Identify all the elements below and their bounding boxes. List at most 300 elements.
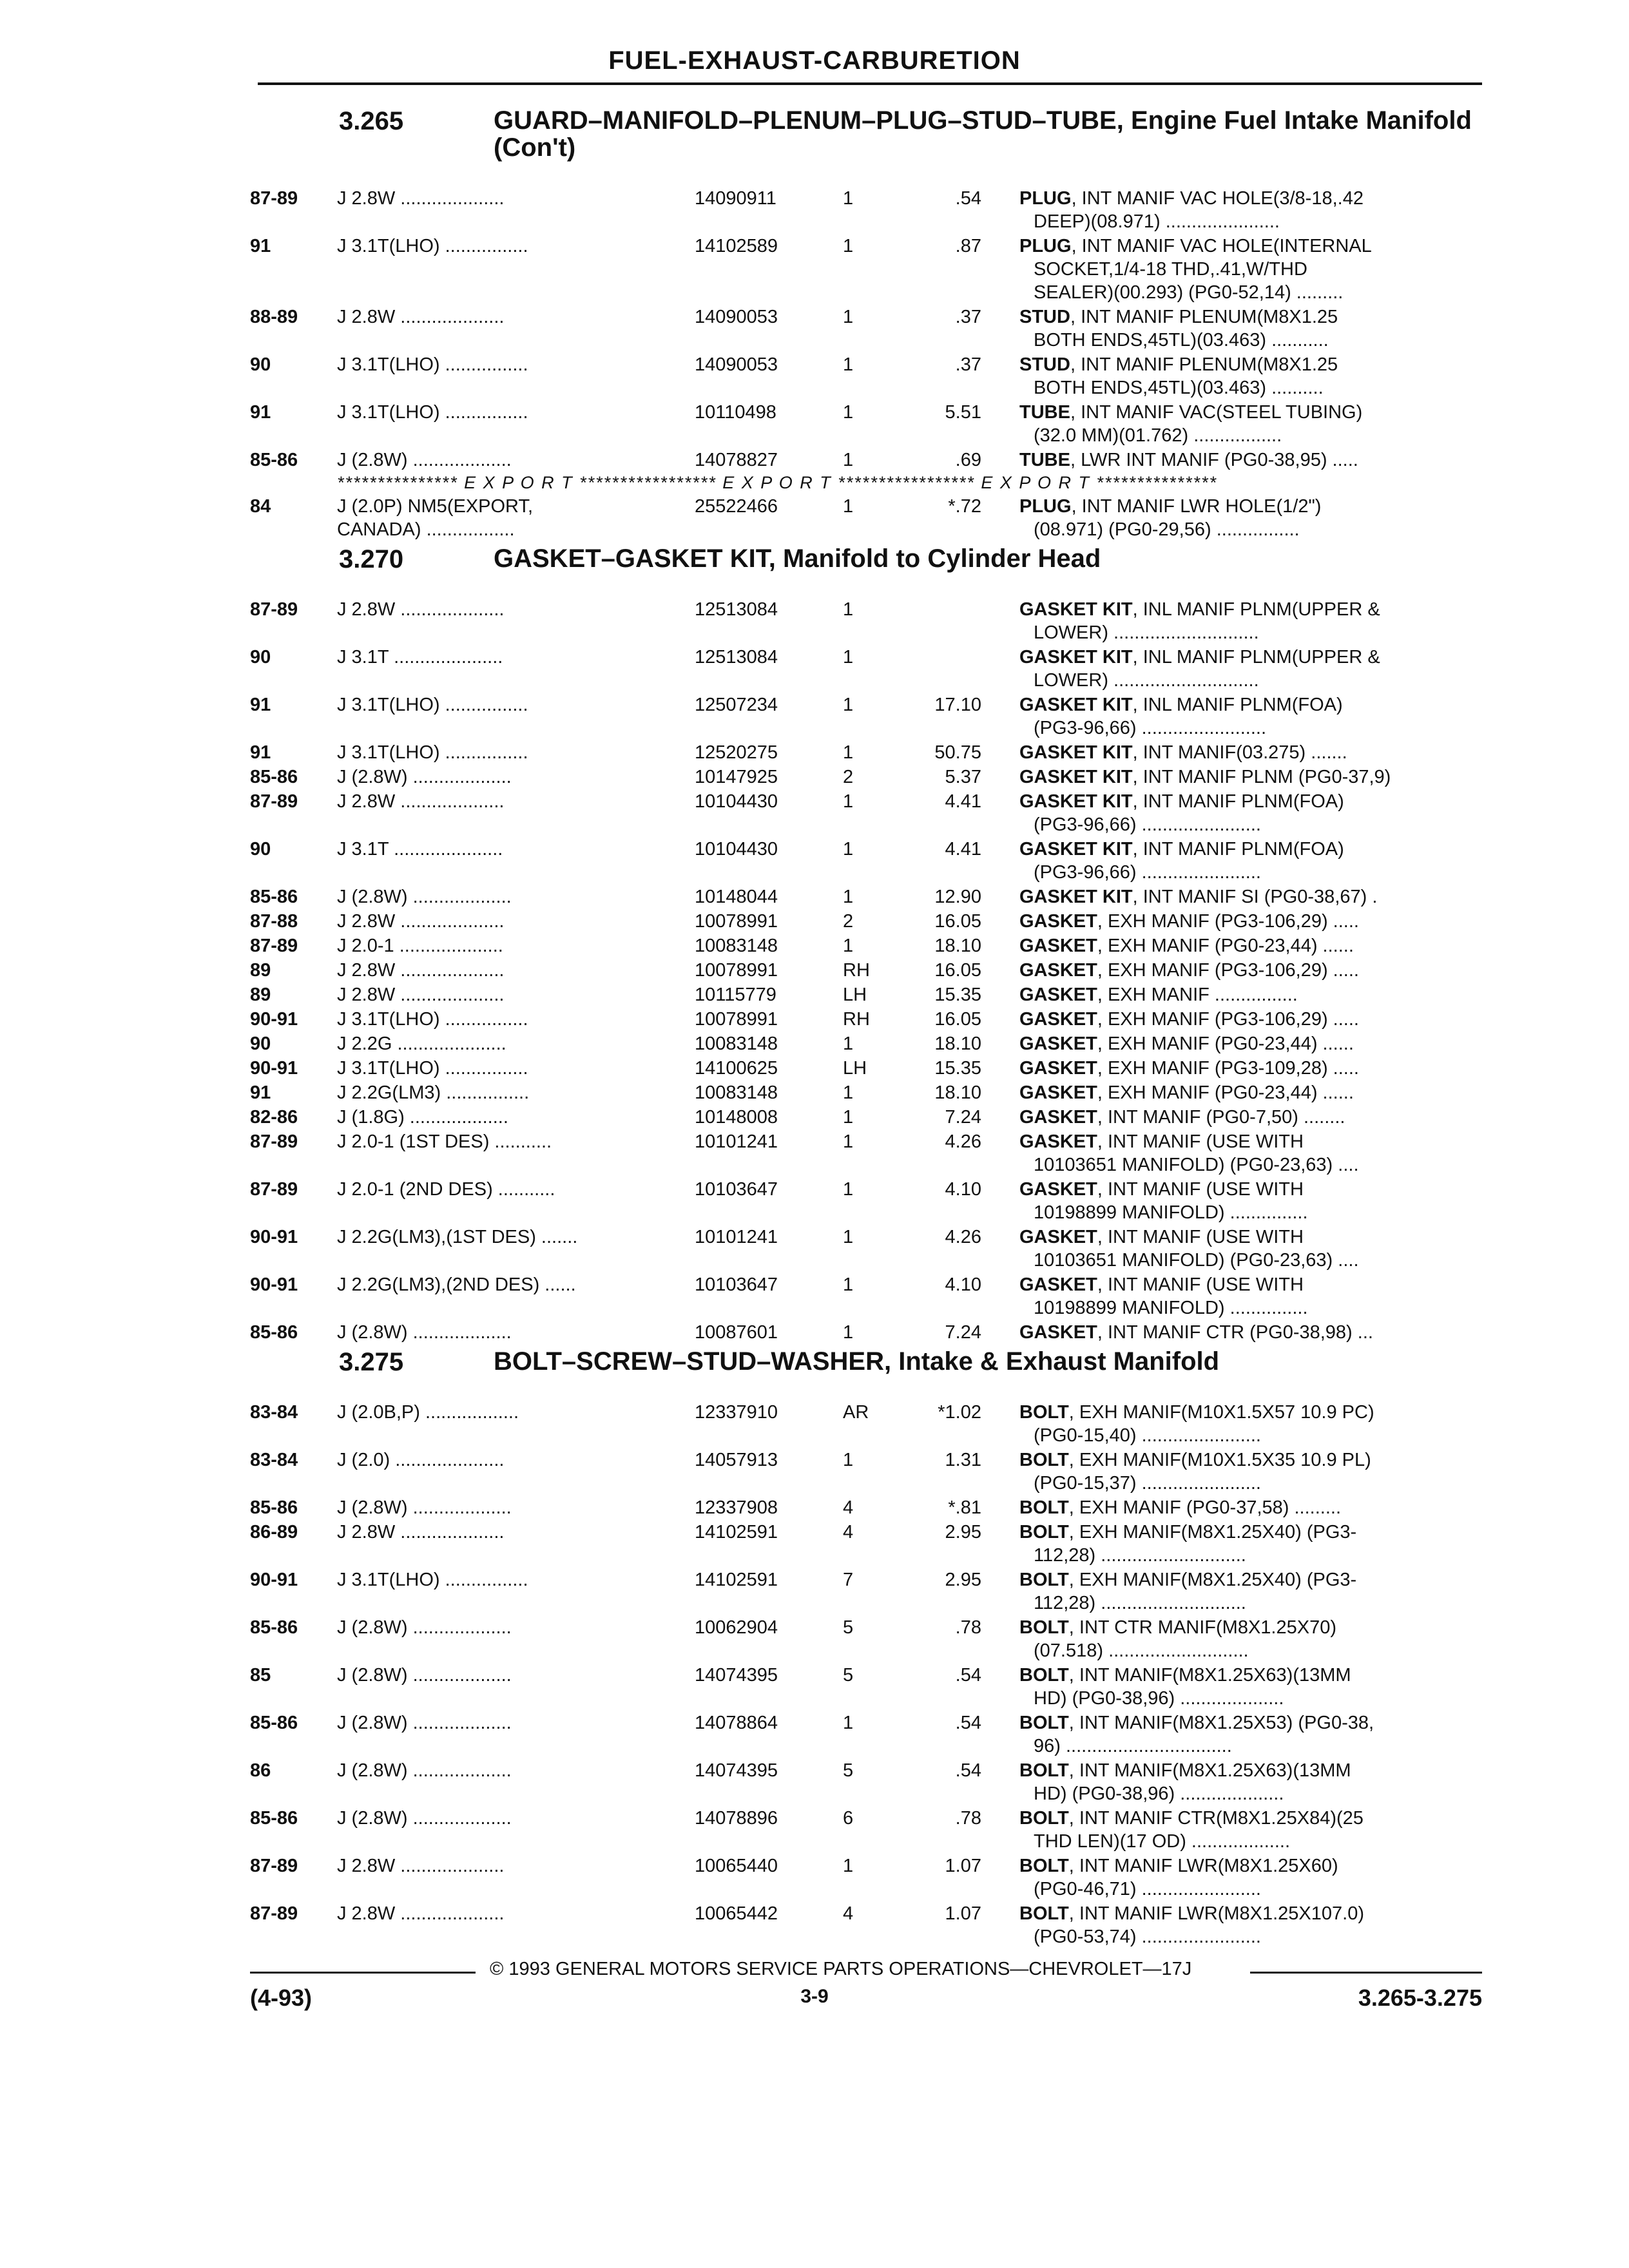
quantity: 1 <box>843 496 854 517</box>
model-years: 91 <box>250 1082 271 1103</box>
table-row <box>250 693 1490 740</box>
description-line: STUD, INT MANIF PLENUM(M8X1.25 <box>1019 354 1338 375</box>
quantity: 1 <box>843 599 854 620</box>
model-engine: J 3.1T ..................... <box>337 647 503 668</box>
description-continuation: LOWER) ............................ <box>1034 622 1259 643</box>
part-description <box>1019 1225 1490 1272</box>
footer-rule-right <box>1250 1972 1482 1974</box>
quantity: RH <box>843 960 870 981</box>
table-row <box>250 646 1490 692</box>
part-number: 10078991 <box>695 1009 778 1030</box>
part-number: 14102589 <box>695 236 778 256</box>
part-number: 12513084 <box>695 647 778 668</box>
description-line: BOLT, INT MANIF(M8X1.25X53) (PG0-38, <box>1019 1713 1374 1733</box>
part-number: 25522466 <box>695 496 778 517</box>
quantity: 4 <box>843 1522 854 1542</box>
footer-section-range: 3.265-3.275 <box>1358 1984 1482 2011</box>
description-line: BOLT, INT MANIF LWR(M8X1.25X60) <box>1019 1856 1338 1876</box>
model-engine: J 2.8W .................... <box>337 960 505 981</box>
section-number: 3.275 <box>339 1348 404 1376</box>
quantity: 1 <box>843 1450 854 1470</box>
quantity: 1 <box>843 1179 854 1200</box>
section-title: BOLT–SCREW–STUD–WASHER, Intake & Exhaust Manifold <box>494 1347 1220 1376</box>
model-years: 90-91 <box>250 1058 298 1079</box>
footer-rule-left <box>250 1972 476 1974</box>
table-row <box>250 1807 1490 1853</box>
model-years: 83-84 <box>250 1402 298 1423</box>
price: 7.24 <box>945 1322 981 1343</box>
part-number: 10103647 <box>695 1274 778 1295</box>
description-line: TUBE, INT MANIF VAC(STEEL TUBING) <box>1019 402 1363 423</box>
model-engine: J 3.1T(LHO) ................ <box>337 695 528 715</box>
description-continuation: 10198899 MANIFOLD) ............... <box>1034 1298 1308 1318</box>
table-row <box>250 885 1490 908</box>
price: 7.24 <box>945 1107 981 1128</box>
description-line: GASKET KIT, INL MANIF PLNM(UPPER & <box>1019 599 1380 620</box>
model-years: 86 <box>250 1760 271 1781</box>
model-years: 85-86 <box>250 1617 298 1638</box>
description-line: GASKET, EXH MANIF ................ <box>1019 985 1298 1005</box>
section-number: 3.270 <box>339 545 404 573</box>
table-row <box>250 353 1490 399</box>
part-description <box>1019 1448 1490 1495</box>
table-row <box>250 1521 1490 1567</box>
part-description <box>1019 1496 1490 1519</box>
price: 5.37 <box>945 767 981 787</box>
part-description <box>1019 1711 1490 1758</box>
quantity: 1 <box>843 695 854 715</box>
description-line: GASKET, EXH MANIF (PG3-106,29) ..... <box>1019 960 1359 981</box>
part-number: 12337908 <box>695 1497 778 1518</box>
description-line: PLUG, INT MANIF LWR HOLE(1/2") <box>1019 496 1322 517</box>
description-continuation: (PG3-96,66) ........................ <box>1034 718 1266 738</box>
price: 2.95 <box>945 1570 981 1590</box>
part-description <box>1019 934 1490 957</box>
part-number: 10087601 <box>695 1322 778 1343</box>
price: 4.26 <box>945 1227 981 1247</box>
description-line: BOLT, INT CTR MANIF(M8X1.25X70) <box>1019 1617 1336 1638</box>
description-line: GASKET, EXH MANIF (PG0-23,44) ...... <box>1019 936 1354 956</box>
part-description <box>1019 1130 1490 1177</box>
part-number: 14078864 <box>695 1713 778 1733</box>
model-engine: J 2.0-1 .................... <box>337 936 503 956</box>
description-line: GASKET, EXH MANIF (PG3-106,29) ..... <box>1019 1009 1359 1030</box>
model-engine: J 2.8W .................... <box>337 307 505 327</box>
top-rule <box>258 82 1482 85</box>
price: 4.41 <box>945 839 981 860</box>
part-description <box>1019 305 1490 352</box>
table-row <box>250 1081 1490 1104</box>
model-years: 87-89 <box>250 1903 298 1924</box>
part-description <box>1019 1106 1490 1129</box>
model-engine: J 2.8W .................... <box>337 791 505 812</box>
quantity: AR <box>843 1402 869 1423</box>
part-number: 12507234 <box>695 695 778 715</box>
price: 4.41 <box>945 791 981 812</box>
part-number: 10065442 <box>695 1903 778 1924</box>
model-years: 85-86 <box>250 1713 298 1733</box>
price: .78 <box>955 1808 981 1829</box>
description-line: GASKET KIT, INT MANIF(03.275) ....... <box>1019 742 1347 763</box>
model-years: 90-91 <box>250 1274 298 1295</box>
part-number: 10062904 <box>695 1617 778 1638</box>
model-years: 83-84 <box>250 1450 298 1470</box>
table-row <box>250 838 1490 884</box>
description-line: GASKET, EXH MANIF (PG0-23,44) ...... <box>1019 1082 1354 1103</box>
description-continuation: DEEP)(08.971) ...................... <box>1034 211 1280 232</box>
price: 12.90 <box>934 887 981 907</box>
quantity: 1 <box>843 1082 854 1103</box>
model-engine: J 3.1T(LHO) ................ <box>337 1570 528 1590</box>
model-years: 87-89 <box>250 1179 298 1200</box>
model-engine: J 2.8W .................... <box>337 599 505 620</box>
table-row <box>250 1759 1490 1805</box>
description-line: GASKET, INT MANIF (USE WITH <box>1019 1227 1304 1247</box>
part-number: 10147925 <box>695 767 778 787</box>
price: .54 <box>955 1713 981 1733</box>
price: 18.10 <box>934 1033 981 1054</box>
part-number: 10103647 <box>695 1179 778 1200</box>
part-description <box>1019 1568 1490 1615</box>
table-row <box>250 1008 1490 1031</box>
table-row <box>250 1225 1490 1272</box>
description-continuation: 10198899 MANIFOLD) ............... <box>1034 1202 1308 1223</box>
model-engine: J 3.1T(LHO) ................ <box>337 354 528 375</box>
part-number: 10078991 <box>695 960 778 981</box>
price: .78 <box>955 1617 981 1638</box>
model-years: 85-86 <box>250 1497 298 1518</box>
part-description <box>1019 1008 1490 1031</box>
table-row <box>250 235 1490 304</box>
quantity: RH <box>843 1009 870 1030</box>
price: 4.26 <box>945 1131 981 1152</box>
table-row <box>250 1568 1490 1615</box>
model-engine: J (2.8W) ................... <box>337 450 512 470</box>
description-line: GASKET, INT MANIF (USE WITH <box>1019 1274 1304 1295</box>
price: 1.31 <box>945 1450 981 1470</box>
quantity: 2 <box>843 767 854 787</box>
description-continuation: SOCKET,1/4-18 THD,.41,W/THD <box>1034 259 1307 280</box>
footer-date-code: (4-93) <box>250 1984 313 2011</box>
description-line: BOLT, EXH MANIF(M8X1.25X40) (PG3- <box>1019 1570 1357 1590</box>
model-engine: J (2.8W) ................... <box>337 1760 512 1781</box>
price: *.72 <box>948 496 981 517</box>
price: 16.05 <box>934 960 981 981</box>
price: 4.10 <box>945 1179 981 1200</box>
model-years: 89 <box>250 985 271 1005</box>
price: 15.35 <box>934 985 981 1005</box>
model-engine: J 2.8W .................... <box>337 1522 505 1542</box>
description-continuation: 10103651 MANIFOLD) (PG0-23,63) .... <box>1034 1155 1359 1175</box>
model-years: 90-91 <box>250 1570 298 1590</box>
export-divider: *************** E X P O R T ***************** E X P O R T ***************** E X P O R T *************** <box>337 473 1218 492</box>
price: .87 <box>955 236 981 256</box>
model-engine: J 2.0-1 (2ND DES) ........... <box>337 1179 555 1200</box>
model-engine: J (2.8W) ................... <box>337 1808 512 1829</box>
price: 5.51 <box>945 402 981 423</box>
part-description <box>1019 1807 1490 1853</box>
description-line: BOLT, INT MANIF(M8X1.25X63)(13MM <box>1019 1760 1351 1781</box>
model-years: 90 <box>250 647 271 668</box>
part-number: 14102591 <box>695 1570 778 1590</box>
quantity: 1 <box>843 1856 854 1876</box>
table-row <box>250 1106 1490 1129</box>
description-line: GASKET KIT, INT MANIF PLNM(FOA) <box>1019 839 1344 860</box>
model-engine: J (2.8W) ................... <box>337 1665 512 1686</box>
model-years: 91 <box>250 236 271 256</box>
description-line: GASKET, EXH MANIF (PG3-106,29) ..... <box>1019 911 1359 932</box>
price: .37 <box>955 354 981 375</box>
part-number: 10104430 <box>695 839 778 860</box>
part-number: 10083148 <box>695 1033 778 1054</box>
description-line: PLUG, INT MANIF VAC HOLE(INTERNAL <box>1019 236 1372 256</box>
table-row <box>250 1711 1490 1758</box>
table-row <box>250 1130 1490 1177</box>
part-description <box>1019 187 1490 233</box>
quantity: 1 <box>843 839 854 860</box>
model-years: 87-89 <box>250 1131 298 1152</box>
description-continuation: BOTH ENDS,45TL)(03.463) .......... <box>1034 378 1324 398</box>
model-engine: J (2.8W) ................... <box>337 767 512 787</box>
quantity: 5 <box>843 1760 854 1781</box>
quantity: 1 <box>843 354 854 375</box>
part-number: 10083148 <box>695 936 778 956</box>
description-continuation: (07.518) ........................... <box>1034 1640 1249 1661</box>
quantity: 1 <box>843 188 854 209</box>
part-number: 14074395 <box>695 1760 778 1781</box>
description-continuation: 112,28) ............................ <box>1034 1593 1246 1613</box>
model-years: 90-91 <box>250 1009 298 1030</box>
part-number: 14090911 <box>695 188 776 209</box>
model-engine: J 2.2G(LM3),(1ST DES) ....... <box>337 1227 578 1247</box>
model-years: 85 <box>250 1665 271 1686</box>
model-engine: J 2.2G ..................... <box>337 1033 506 1054</box>
model-years: 87-89 <box>250 791 298 812</box>
part-description <box>1019 693 1490 740</box>
quantity: LH <box>843 1058 867 1079</box>
table-row <box>250 934 1490 957</box>
description-line: GASKET, EXH MANIF (PG3-109,28) ..... <box>1019 1058 1359 1079</box>
part-number: 14090053 <box>695 354 778 375</box>
model-engine: J 2.8W .................... <box>337 188 505 209</box>
price: 1.07 <box>945 1903 981 1924</box>
footer-copyright: © 1993 GENERAL MOTORS SERVICE PARTS OPERATIONS—CHEVROLET—17J <box>490 1959 1192 1979</box>
part-description <box>1019 1616 1490 1662</box>
quantity: 1 <box>843 1274 854 1295</box>
part-description <box>1019 646 1490 692</box>
model-engine: J 2.0-1 (1ST DES) ........... <box>337 1131 552 1152</box>
part-description <box>1019 495 1490 541</box>
part-number: 10065440 <box>695 1856 778 1876</box>
part-description <box>1019 765 1490 789</box>
description-line: GASKET, INT MANIF (USE WITH <box>1019 1179 1304 1200</box>
model-years: 90 <box>250 839 271 860</box>
part-description <box>1019 885 1490 908</box>
description-continuation: LOWER) ............................ <box>1034 670 1259 691</box>
model-years: 90 <box>250 1033 271 1054</box>
model-years: 87-89 <box>250 599 298 620</box>
model-engine: J 3.1T ..................... <box>337 839 503 860</box>
table-row <box>250 983 1490 1006</box>
table-row <box>250 1057 1490 1080</box>
model-years: 90 <box>250 354 271 375</box>
price: 4.10 <box>945 1274 981 1295</box>
part-description <box>1019 1664 1490 1710</box>
description-continuation: (08.971) (PG0-29,56) ................ <box>1034 519 1300 540</box>
model-years: 91 <box>250 742 271 763</box>
model-engine: J (2.8W) ................... <box>337 1322 512 1343</box>
quantity: 6 <box>843 1808 854 1829</box>
description-continuation: SEALER)(00.293) (PG0-52,14) ......... <box>1034 282 1344 303</box>
model-engine: J 3.1T(LHO) ................ <box>337 742 528 763</box>
quantity: 5 <box>843 1665 854 1686</box>
quantity: 4 <box>843 1903 854 1924</box>
part-description <box>1019 790 1490 836</box>
section-number: 3.265 <box>339 107 404 135</box>
table-row <box>250 1321 1490 1344</box>
part-description <box>1019 1401 1490 1447</box>
part-number: 10078991 <box>695 911 778 932</box>
model-engine: J 2.8W .................... <box>337 1903 505 1924</box>
part-number: 10083148 <box>695 1082 778 1103</box>
description-line: BOLT, EXH MANIF (PG0-37,58) ......... <box>1019 1497 1341 1518</box>
section-header <box>250 1348 1490 1401</box>
part-number: 14078896 <box>695 1808 778 1829</box>
model-engine: J (2.8W) ................... <box>337 887 512 907</box>
section-title: GUARD–MANIFOLD–PLENUM–PLUG–STUD–TUBE, Engine Fuel Intake Manifold (Con't) <box>494 106 1472 162</box>
description-continuation: (PG3-96,66) ....................... <box>1034 862 1261 883</box>
model-engine: J 2.8W .................... <box>337 985 505 1005</box>
part-number: 12337910 <box>695 1402 778 1423</box>
table-row <box>250 1902 1490 1948</box>
table-row <box>250 598 1490 644</box>
price: *.81 <box>948 1497 981 1518</box>
table-row <box>250 1854 1490 1901</box>
table-row <box>250 741 1490 764</box>
section-title: GASKET–GASKET KIT, Manifold to Cylinder Head <box>494 544 1101 573</box>
description-continuation: (PG0-46,71) ....................... <box>1034 1879 1261 1899</box>
quantity: 1 <box>843 450 854 470</box>
model-engine: J (2.8W) ................... <box>337 1617 512 1638</box>
quantity: 1 <box>843 1131 854 1152</box>
description-line: BOLT, EXH MANIF(M10X1.5X57 10.9 PC) <box>1019 1402 1374 1423</box>
description-continuation: (PG0-53,74) ....................... <box>1034 1927 1261 1947</box>
part-description <box>1019 1178 1490 1224</box>
price: 16.05 <box>934 911 981 932</box>
quantity: 5 <box>843 1617 854 1638</box>
description-line: GASKET KIT, INT MANIF PLNM(FOA) <box>1019 791 1344 812</box>
quantity: 4 <box>843 1497 854 1518</box>
price: 15.35 <box>934 1058 981 1079</box>
model-engine: J (2.8W) ................... <box>337 1497 512 1518</box>
price: 17.10 <box>934 695 981 715</box>
quantity: 1 <box>843 402 854 423</box>
price: .54 <box>955 1760 981 1781</box>
price: 50.75 <box>934 742 981 763</box>
price: .54 <box>955 188 981 209</box>
section-header <box>250 107 1490 187</box>
part-number: 12520275 <box>695 742 778 763</box>
description-line: GASKET, INT MANIF (USE WITH <box>1019 1131 1304 1152</box>
part-description <box>1019 1081 1490 1104</box>
part-description <box>1019 741 1490 764</box>
quantity: 1 <box>843 1322 854 1343</box>
description-line: GASKET KIT, INT MANIF PLNM (PG0-37,9) <box>1019 767 1391 787</box>
quantity: 1 <box>843 936 854 956</box>
description-line: TUBE, LWR INT MANIF (PG0-38,95) ..... <box>1019 450 1358 470</box>
description-line: GASKET, INT MANIF (PG0-7,50) ........ <box>1019 1107 1345 1128</box>
description-line: BOLT, EXH MANIF(M8X1.25X40) (PG3- <box>1019 1522 1357 1542</box>
part-description <box>1019 1902 1490 1948</box>
model-years: 85-86 <box>250 887 298 907</box>
model-engine: J (2.8W) ................... <box>337 1713 512 1733</box>
price: 2.95 <box>945 1522 981 1542</box>
part-number: 14057913 <box>695 1450 778 1470</box>
table-row <box>250 305 1490 352</box>
table-row <box>250 401 1490 447</box>
description-line: STUD, INT MANIF PLENUM(M8X1.25 <box>1019 307 1338 327</box>
quantity: 1 <box>843 742 854 763</box>
price: 16.05 <box>934 1009 981 1030</box>
part-description <box>1019 1032 1490 1055</box>
part-number: 14100625 <box>695 1058 778 1079</box>
table-row <box>250 959 1490 982</box>
part-description <box>1019 598 1490 644</box>
part-number: 14090053 <box>695 307 778 327</box>
description-continuation: (PG0-15,37) ....................... <box>1034 1473 1261 1494</box>
part-description <box>1019 1057 1490 1080</box>
model-years: 85-86 <box>250 450 298 470</box>
table-row <box>250 765 1490 789</box>
price: 18.10 <box>934 1082 981 1103</box>
model-years: 91 <box>250 695 271 715</box>
description-line: GASKET KIT, INT MANIF SI (PG0-38,67) . <box>1019 887 1378 907</box>
quantity: 7 <box>843 1570 854 1590</box>
part-description <box>1019 235 1490 304</box>
description-line: GASKET KIT, INL MANIF PLNM(FOA) <box>1019 695 1343 715</box>
description-continuation: 10103651 MANIFOLD) (PG0-23,63) .... <box>1034 1250 1359 1271</box>
model-years: 87-89 <box>250 936 298 956</box>
description-continuation: 96) ................................ <box>1034 1736 1232 1756</box>
table-row <box>250 1664 1490 1710</box>
model-years: 82-86 <box>250 1107 298 1128</box>
description-line: GASKET, INT MANIF CTR (PG0-38,98) ... <box>1019 1322 1373 1343</box>
model-engine: J 3.1T(LHO) ................ <box>337 1009 528 1030</box>
model-engine: J (1.8G) ................... <box>337 1107 508 1128</box>
part-description <box>1019 401 1490 447</box>
model-years: 84 <box>250 496 271 517</box>
part-number: 10110498 <box>695 402 776 423</box>
model-years: 85-86 <box>250 1808 298 1829</box>
part-description <box>1019 1759 1490 1805</box>
quantity: 1 <box>843 1713 854 1733</box>
table-row <box>250 495 1490 541</box>
model-engine: J 3.1T(LHO) ................ <box>337 236 528 256</box>
description-line: BOLT, EXH MANIF(M10X1.5X35 10.9 PL) <box>1019 1450 1371 1470</box>
model-years: 87-88 <box>250 911 298 932</box>
price: .69 <box>955 450 981 470</box>
model-years: 85-86 <box>250 1322 298 1343</box>
model-years: 90-91 <box>250 1227 298 1247</box>
model-years: 86-89 <box>250 1522 298 1542</box>
description-line: BOLT, INT MANIF CTR(M8X1.25X84)(25 <box>1019 1808 1364 1829</box>
section-header <box>250 545 1490 598</box>
part-description <box>1019 838 1490 884</box>
price: .37 <box>955 307 981 327</box>
quantity: 1 <box>843 791 854 812</box>
footer-page-number: 3-9 <box>800 1986 829 2007</box>
model-engine: J 3.1T(LHO) ................ <box>337 1058 528 1079</box>
